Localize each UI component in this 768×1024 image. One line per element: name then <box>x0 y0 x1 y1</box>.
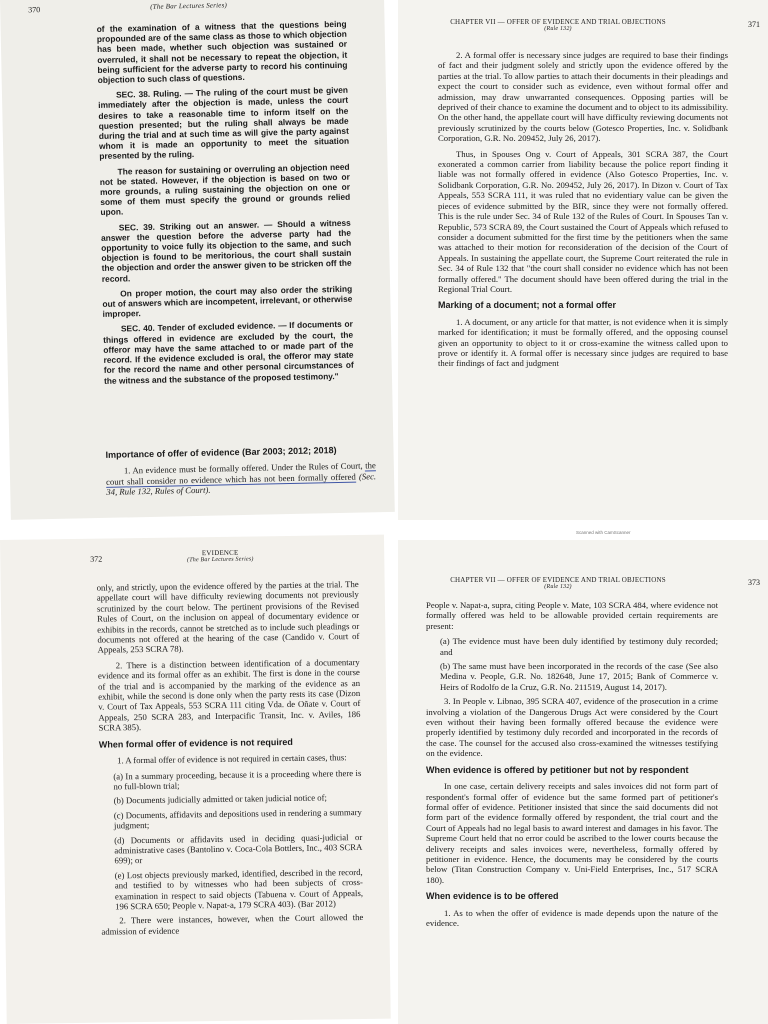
page-372 <box>0 535 391 1024</box>
sub-item-c: (c) Documents, affidavits and depositions used in rendering a summary judgment; <box>113 806 362 831</box>
paragraph: of the examination of a witness that the questions being propounded are of the same class as those to which objection has been made, whether such objection was sustained or overruled, it shall not be necessary to repeat the objection, it being sufficient for the adverse party to record his continuing objection to such class of questions. <box>96 18 348 85</box>
text-column <box>97 579 364 942</box>
list-item: 2. There is a distinction between identification of a documentary evidence and its formal offer as an exhibit. The first is done in the course of the trial and is accompanied by the marking of the evidence as an exhibit, while the second is done only when the party rests its case (Dizon v. Court of Tax Appeals, 553 SCRA 111 citing Vda. de Oñate v. Court of Appeals, 250 SCRA 283, and Interpacific Transit, Inc. v. Aviles, 186 SCRA 385). <box>97 656 361 733</box>
page-373 <box>398 540 768 1024</box>
running-header: (The Bar Lectures Series) <box>150 1 228 11</box>
paragraph: only, and strictly, upon the evidence offered by the parties at the trial. The appellate court will have difficulty reviewing documents not previously scrutinized by the court below. The pertinent provisions of the Revised Rules of Court, on the inclusion on appeal of documentary evidence or exhibits in the records, cannot be stretched as to include such pleadings or documents not offered at the hearing of the case (Candido v. Court of Appeals, 253 SCRA 78). <box>96 578 360 656</box>
page-number: 372 <box>90 554 103 564</box>
list-item: 1. A formal offer of evidence is not required in certain cases, thus: <box>117 752 347 766</box>
sub-item-b: (b) The same must have been incorporated in the records of the case (See also Medina v. People, G.R. No. 182648, June 17, 2015; Bank of Commerce v. Heirs of Rodolfo de la Cruz, G.R. No. 211519, August 14, 2017). <box>440 661 718 692</box>
list-item: 3. In People v. Libnao, 395 SCRA 407, evidence of the prosecution in a crime involving a violation of the Dangerous Drugs Act were considered by the Court even without their having been formally offered because the evidence were properly identified by testimony duly recorded and incorporated in the records of the case. The counsel for the accused also cross-examined the witnesses testifying on the evidence. <box>426 696 718 759</box>
pen-underline: the court shall consider no evidence which has not been formally offered <box>106 460 376 487</box>
page-number: 371 <box>748 20 760 29</box>
list-item: 2. There were instances, however, when the Court allowed the admission of evidence <box>101 912 364 937</box>
page-371 <box>398 0 768 535</box>
list-item: 2. A formal offer is necessary since judges are required to base their findings of fact and their judgment solely and strictly upon the evidence offered by the parties at the trial. To allow parties to attach their documents in their pleadings and expect the court to consider such as evidence, even without formal offer and admission, may draw unwarranted consequences. Opposing parties will be deprived of their chance to examine the document and to object to its admissibility. On the other hand, the appellate court will have difficulty reviewing documents not previously scrutinized by the courts below (Gotesco Properties, Inc. v. Solidbank Corporation, G.R. No. 209452, July 26, 2017). <box>438 50 728 144</box>
running-header: EVIDENCE (The Bar Lectures Series) <box>186 548 254 564</box>
page-number: 373 <box>748 578 760 587</box>
list-item: 1. A document, or any article for that matter, is not evidence when it is simply marked for identification; it must be formally offered, and the opposing counsel given an opportunity to object to it or cross-examine the witness called upon to prove or identify it. A formal offer is necessary since judges are required to base their findings of fact and judgment <box>438 316 728 369</box>
sub-item-d: (d) Documents or affidavits used in deciding quasi-judicial or administrative cases (Bantolino v. Coca-Cola Bottlers, Inc., 403 SCRA 699); or <box>114 831 363 866</box>
page-number: 370 <box>28 5 41 15</box>
section-heading: Importance of offer of evidence (Bar 2003; 2012; 2018) <box>105 445 337 460</box>
section-heading: When formal offer of evidence is not required <box>98 736 293 750</box>
running-header: CHAPTER VII — OFFER OF EVIDENCE AND TRIAL OBJECTIONS (Rule 132) <box>450 576 666 590</box>
section-heading: When evidence is offered by petitioner but not by respondent <box>426 764 689 775</box>
sub-item-e: (e) Lost objects previously marked, identified, described in the record, and testified to by witnesses who had been subjects of cross-examination in respect to said objects (Tabuena v. Court of Appeals, 196 SCRA 650; People v. Napat-a, 179 SCRA 403). (Bar 2012) <box>114 866 364 912</box>
paragraph: The reason for sustaining or overruling an objection need not be stated. However, if the objection is based on two or more grounds, a ruling sustaining the objection on one or some of them must specify the ground or grounds relied upon. <box>99 161 351 218</box>
sub-item-a: (a) The evidence must have been duly identified by testimony duly recorded; and <box>440 636 718 657</box>
text-column <box>97 19 355 391</box>
text-column-lower <box>105 438 376 502</box>
list-item: 1. As to when the offer of evidence is made depends upon the nature of the evidence. <box>426 907 718 928</box>
section-heading: When evidence is to be offered <box>426 891 559 902</box>
paragraph: Thus, in Spouses Ong v. Court of Appeals, 301 SCRA 387, the Court exonerated a common carrier from liability because the police report finding it liable was not formally offered in evidence (Also Gotesco Properties, Inc. v. Solidbank Corporation, G.R. No. 209452, July 26, 2017). In Dizon v. Court of Tax Appeals, 553 SCRA 111, it was ruled that no evidentiary value can be given the pieces of evidence submitted by the BIR, since they were not formally offered. This is the rule under Sec. 34 of Rule 132 of the Rules of Court. In Spouses Tan v. Republic, 573 SCRA 89, the Court sustained the Court of Appeals which refused to consider a document submitted for the first time by the petitioners when the same was attached to their motion for reconsideration of the decision of the Court of Appeals. In sustaining the appellate court, the Supreme Court reiterated the rule in Sec. 34 of Rule 132 that "the court shall consider no evidence which has not been formally offered." The document should have been offered during the trial in the Regional Trial Court. <box>438 148 728 294</box>
scanner-watermark: Scanned with CamScanner <box>576 530 631 535</box>
paragraph: People v. Napat-a, supra, citing People v. Mate, 103 SCRA 484, where evidence not formally offered was held to be allowable provided certain requirements are present: <box>426 600 718 631</box>
running-header: CHAPTER VII — OFFER OF EVIDENCE AND TRIAL OBJECTIONS (Rule 132) <box>450 18 666 32</box>
paragraph: In one case, certain delivery receipts and sales invoices did not form part of respondent's formal offer of evidence but the same formed part of petitioner's formal offer of evidence. Petitioner insisted that since the said documents did not form part of the evidence formally offered by respondent, the trial court and the Court of Appeals had no legal basis to award interest and damages in his favor. The Supreme Court held that no error could be ascribed to the lower courts because the delivery receipts and sales invoices were, nevertheless, formally offered by petitioner in evidence. Hence, the documents may be considered by the courts below (Titan Construction Company v. Uni-Field Enterprises, Inc., 517 SCRA 180). <box>426 781 718 885</box>
page-370 <box>0 0 395 520</box>
paragraph: On proper motion, the court may also order the striking out of answers which are incompetent, irrelevant, or otherwise improper. <box>102 283 353 320</box>
sub-item-b: (b) Documents judicially admitted or taken judicial notice of; <box>113 792 327 806</box>
text-column <box>438 50 728 374</box>
section-39: SEC. 39. Striking out an answer. — Should a witness answer the question before the adverse party had the opportunity to voice fully its objection to the same, and such objection is found to be meritorious, the court shall sustain the objection and order the answer given to be stricken off the record. <box>100 217 352 284</box>
section-38: SEC. 38. Ruling. — The ruling of the court must be given immediately after the objection is made, unless the court desires to take a reasonable time to inform itself on the question presented; but the ruling shall always be made during the trial and at such time as will give the party against whom it is made an opportunity to meet the situation presented by the ruling. <box>98 84 350 162</box>
text-column <box>426 600 718 933</box>
section-heading: Marking of a document; not a formal offer <box>438 300 617 311</box>
section-40: SEC. 40. Tender of excluded evidence. — If documents or things offered in evidence are excluded by the court, the offeror may have the same attached to or made part of the record. If the evidence excluded is oral, the offeror may state for the record the name and other personal circumstances of the witness and the substance of the proposed testimony." <box>103 319 354 386</box>
list-item: 1. An evidence must be formally offered. Under the Rules of Court, the court shall consider no evidence which has not been formally offered (Sec. 34, Rule 132, Rules of Court). <box>106 460 377 498</box>
sub-item-a: (a) In a summary proceeding, because it is a proceeding where there is no full-blown trial; <box>113 767 362 792</box>
